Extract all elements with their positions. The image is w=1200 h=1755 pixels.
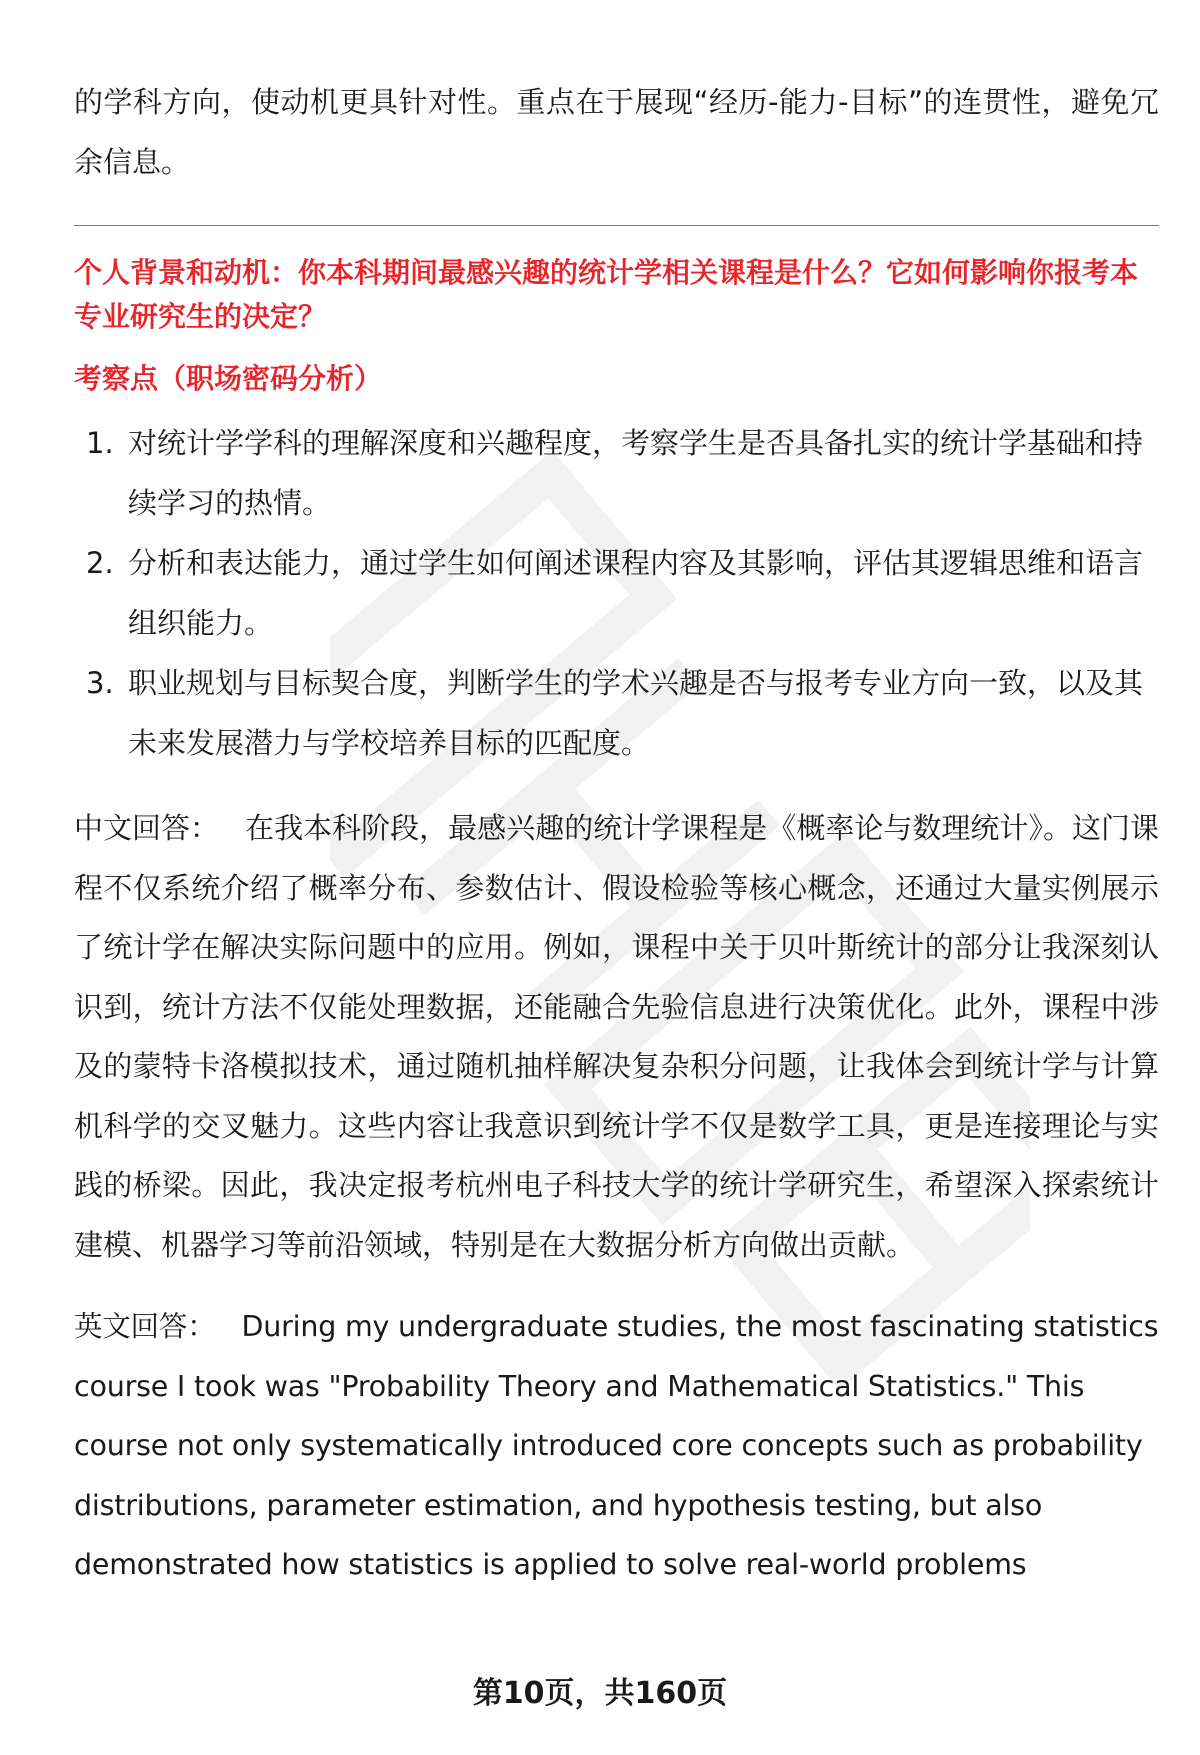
question-heading: 个人背景和动机：你本科期间最感兴趣的统计学相关课程是什么？它如何影响你报考本专业研究生的决定？ <box>74 256 1139 333</box>
chinese-answer-text: 在我本科阶段，最感兴趣的统计学课程是《概率论与数理统计》。这门课程不仅系统介绍了概率分布、参数估计、假设检验等核心概念，还通过大量实例展示了统计学在解决实际问题中的应用。例如，课程中关于贝叶斯统计的部分让我深刻认识到，统计方法不仅能处理数据，还能融合先验信息进行决策优化。此外，课程中涉及的蒙特卡洛模拟技术，通过随机抽样解决复杂积分问题，让我体会到统计学与计算机科学的交叉魅力。这些内容让我意识到统计学不仅是数学工具，更是连接理论与实践的桥梁。因此，我决定报考杭州电子科技大学的统计学研究生，希望深入探索统计建模、机器学习等前沿领域，特别是在大数据分析方向做出贡献。 <box>74 811 1159 1262</box>
english-answer <box>74 1297 1159 1595</box>
section-divider <box>74 225 1159 226</box>
chinese-answer-label: 中文回答： <box>74 811 220 845</box>
chinese-answer <box>74 799 1159 1275</box>
list-item-text: 职业规划与目标契合度，判断学生的学术兴趣是否与报考专业方向一致，以及其未来发展潜力与学校培养目标的匹配度。 <box>128 666 1144 760</box>
list-item <box>74 413 1159 533</box>
intro-paragraph: 的学科方向，使动机更具针对性。重点在于展现“经历-能力-目标”的连贯性，避免冗余信息。 <box>74 85 1159 179</box>
list-item <box>74 533 1159 653</box>
list-item-text: 分析和表达能力，通过学生如何阐述课程内容及其影响，评估其逻辑思维和语言组织能力。 <box>128 546 1144 640</box>
list-item-number: 1. <box>86 426 114 460</box>
analysis-points-list <box>74 413 1159 773</box>
list-item-number: 3. <box>86 666 114 700</box>
list-item <box>74 653 1159 773</box>
list-item-number: 2. <box>86 546 114 580</box>
english-answer-label: 英文回答： <box>74 1310 216 1343</box>
page-footer <box>0 1672 1200 1716</box>
english-answer-text: During my undergraduate studies, the most fascinating statistics course I took was "Probability Theory and Mathematical Statistics." This course not only systematically introduced core concepts such as probability distributions, parameter estimation, and hypothesis testing, but also demonstrated how statistics is applied to solve real-world problems <box>74 1310 1159 1581</box>
analysis-heading: 考察点（职场密码分析） <box>74 362 383 395</box>
document-page <box>74 0 1159 1595</box>
page-number: 第10页，共160页 <box>472 1676 728 1711</box>
list-item-text: 对统计学学科的理解深度和兴趣程度，考察学生是否具备扎实的统计学基础和持续学习的热情。 <box>128 426 1144 520</box>
